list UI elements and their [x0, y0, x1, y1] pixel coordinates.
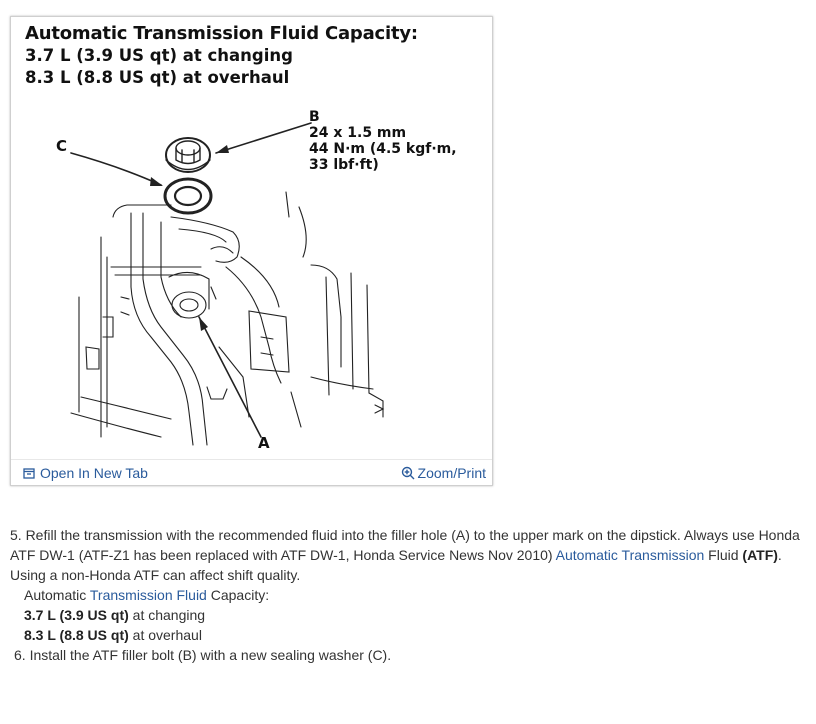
figure-capacity-changing: 3.7 L (3.9 US qt) at changing [25, 46, 293, 65]
open-new-tab-icon [23, 468, 35, 479]
transmission-diagram [11, 17, 492, 459]
label-b: B [309, 109, 320, 125]
zoom-print-label: Zoom/Print [417, 465, 486, 481]
label-c: C [56, 137, 68, 155]
transmission-housing-drawing [71, 192, 383, 445]
step-5: 5. Refill the transmission with the recommended fluid into the filler hole (A) to the upper mark on the dipstick. Always use Honda ATF DW-1 (ATF-Z1 has been replaced with ATF DW-1, Honda Service News Nov 2010) Automatic Transmission Fluid (ATF). Using a non-Honda ATF can affect shift quality. [10, 527, 800, 583]
step-6: 6. Install the ATF filler bolt (B) with a new sealing washer (C). [14, 647, 392, 663]
bolt-size: 24 x 1.5 mm [309, 125, 407, 141]
automatic-transmission-link[interactable]: Automatic Transmission [555, 547, 705, 563]
label-a: A [258, 434, 270, 452]
figure-title: Automatic Transmission Fluid Capacity: [25, 23, 418, 44]
capacity-changing: 3.7 L (3.9 US qt) at changing [24, 607, 206, 623]
open-new-tab-link[interactable] [23, 465, 148, 481]
zoom-in-icon [401, 466, 415, 480]
torque-nm: 44 N·m (4.5 kgf·m, [309, 141, 457, 157]
procedure-text [10, 525, 810, 665]
leader-b [216, 123, 311, 153]
open-new-tab-label: Open In New Tab [40, 465, 148, 481]
zoom-print-link[interactable] [401, 465, 486, 481]
leader-a [199, 317, 261, 437]
filler-bolt-drawing [166, 138, 210, 172]
figure-container [10, 16, 493, 486]
sealing-washer-drawing [165, 179, 211, 213]
torque-spec [309, 109, 457, 173]
transmission-fluid-link[interactable]: Transmission Fluid [89, 587, 207, 603]
capacity-overhaul: 8.3 L (8.8 US qt) at overhaul [24, 627, 202, 643]
figure-footer [11, 459, 492, 486]
capacity-heading: Automatic Transmission Fluid Capacity: [24, 587, 270, 603]
leader-c [71, 153, 161, 185]
torque-lbf: 33 lbf·ft) [309, 157, 379, 173]
atf-bold: (ATF) [742, 547, 778, 563]
figure-capacity-overhaul: 8.3 L (8.8 US qt) at overhaul [25, 68, 290, 87]
